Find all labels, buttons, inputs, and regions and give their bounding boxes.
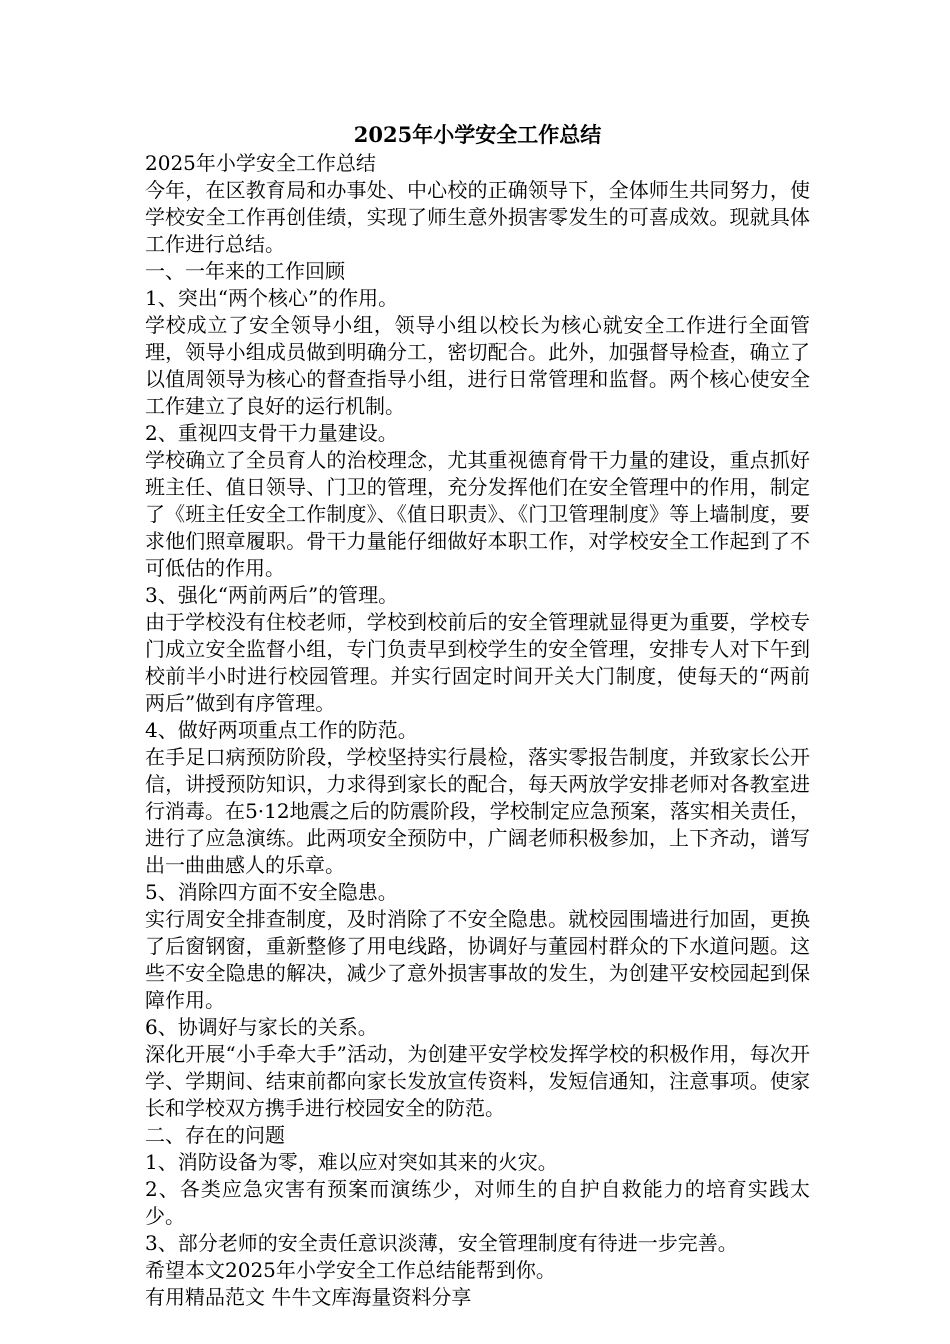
problem-item-2: 2、各类应急灾害有预案而演练少，对师生的自护自救能力的培育实践太少。 [145, 1177, 810, 1228]
item-paragraph-4: 在手足口病预防阶段，学校坚持实行晨检，落实零报告制度，并致家长公开信，讲授预防知识，力求得到家长的配合，每天两放学安排老师对各教室进行消毒。在5·12地震之后的防震阶段，学校制定应急预案，落实相关责任，进行了应急演练。此两项安全预防中，广阔老师积极参加，上下齐动，谱写出一曲曲感人的乐章。 [145, 745, 810, 877]
item-heading-2: 2、重视四支骨干力量建设。 [145, 421, 398, 445]
item-heading-4: 4、做好两项重点工作的防范。 [145, 718, 418, 742]
item-heading-6: 6、协调好与家长的关系。 [145, 1015, 378, 1039]
subtitle-line: 2025年小学安全工作总结 [145, 151, 376, 175]
document-title: 2025年小学安全工作总结 [353, 122, 602, 147]
item-paragraph-3: 由于学校没有住校老师，学校到校前后的安全管理就显得更为重要，学校专门成立安全监督小组，专门负责早到校学生的安全管理，安排专人对下午到校前半小时进行校园管理。并实行固定时间开关大门制度，使每天的“两前两后”做到有序管理。 [145, 610, 810, 715]
closing-line: 希望本文2025年小学安全工作总结能帮到你。 [145, 1258, 556, 1282]
problem-item-3: 3、部分老师的安全责任意识淡薄，安全管理制度有待进一步完善。 [145, 1231, 738, 1255]
item-paragraph-5: 实行周安全排查制度，及时消除了不安全隐患。就校园围墙进行加固，更换了后窗钢窗，重新整修了用电线路，协调好与董园村群众的下水道问题。这些不安全隐患的解决，减少了意外损害事故的发生，为创建平安校园起到保障作用。 [145, 907, 810, 1012]
document-page [145, 120, 810, 1311]
section-heading-review: 一、一年来的工作回顾 [145, 259, 345, 283]
item-paragraph-1: 学校成立了安全领导小组，领导小组以校长为核心就安全工作进行全面管理，领导小组成员做到明确分工，密切配合。此外，加强督导检查，确立了以值周领导为核心的督查指导小组，进行日常管理和监督。两个核心使安全工作建立了良好的运行机制。 [145, 313, 810, 418]
section-heading-problems: 二、存在的问题 [145, 1123, 285, 1147]
document-body [145, 150, 810, 1311]
problem-item-1: 1、消防设备为零，难以应对突如其来的火灾。 [145, 1150, 558, 1174]
item-heading-3: 3、强化“两前两后”的管理。 [145, 583, 399, 607]
item-paragraph-6: 深化开展“小手牵大手”活动，为创建平安学校发挥学校的积极作用，每次开学、学期间、结束前都向家长发放宣传资料，发短信通知，注意事项。使家长和学校双方携手进行校园安全的防范。 [145, 1042, 810, 1120]
item-heading-1: 1、突出“两个核心”的作用。 [145, 286, 399, 310]
item-paragraph-2: 学校确立了全员育人的治校理念，尤其重视德育骨干力量的建设，重点抓好班主任、值日领导、门卫的管理，充分发挥他们在安全管理中的作用，制定了《班主任安全工作制度》、《值日职责》、《门卫管理制度》等上墙制度，要求他们照章履职。骨干力量能仔细做好本职工作，对学校安全工作起到了不可低估的作用。 [145, 448, 810, 580]
intro-paragraph: 今年，在区教育局和办事处、中心校的正确领导下，全体师生共同努力，使学校安全工作再创佳绩，实现了师生意外损害零发生的可喜成效。现就具体工作进行总结。 [145, 178, 810, 256]
item-heading-5: 5、消除四方面不安全隐患。 [145, 880, 398, 904]
footer-line: 有用精品范文 牛牛文库海量资料分享 [145, 1285, 472, 1309]
